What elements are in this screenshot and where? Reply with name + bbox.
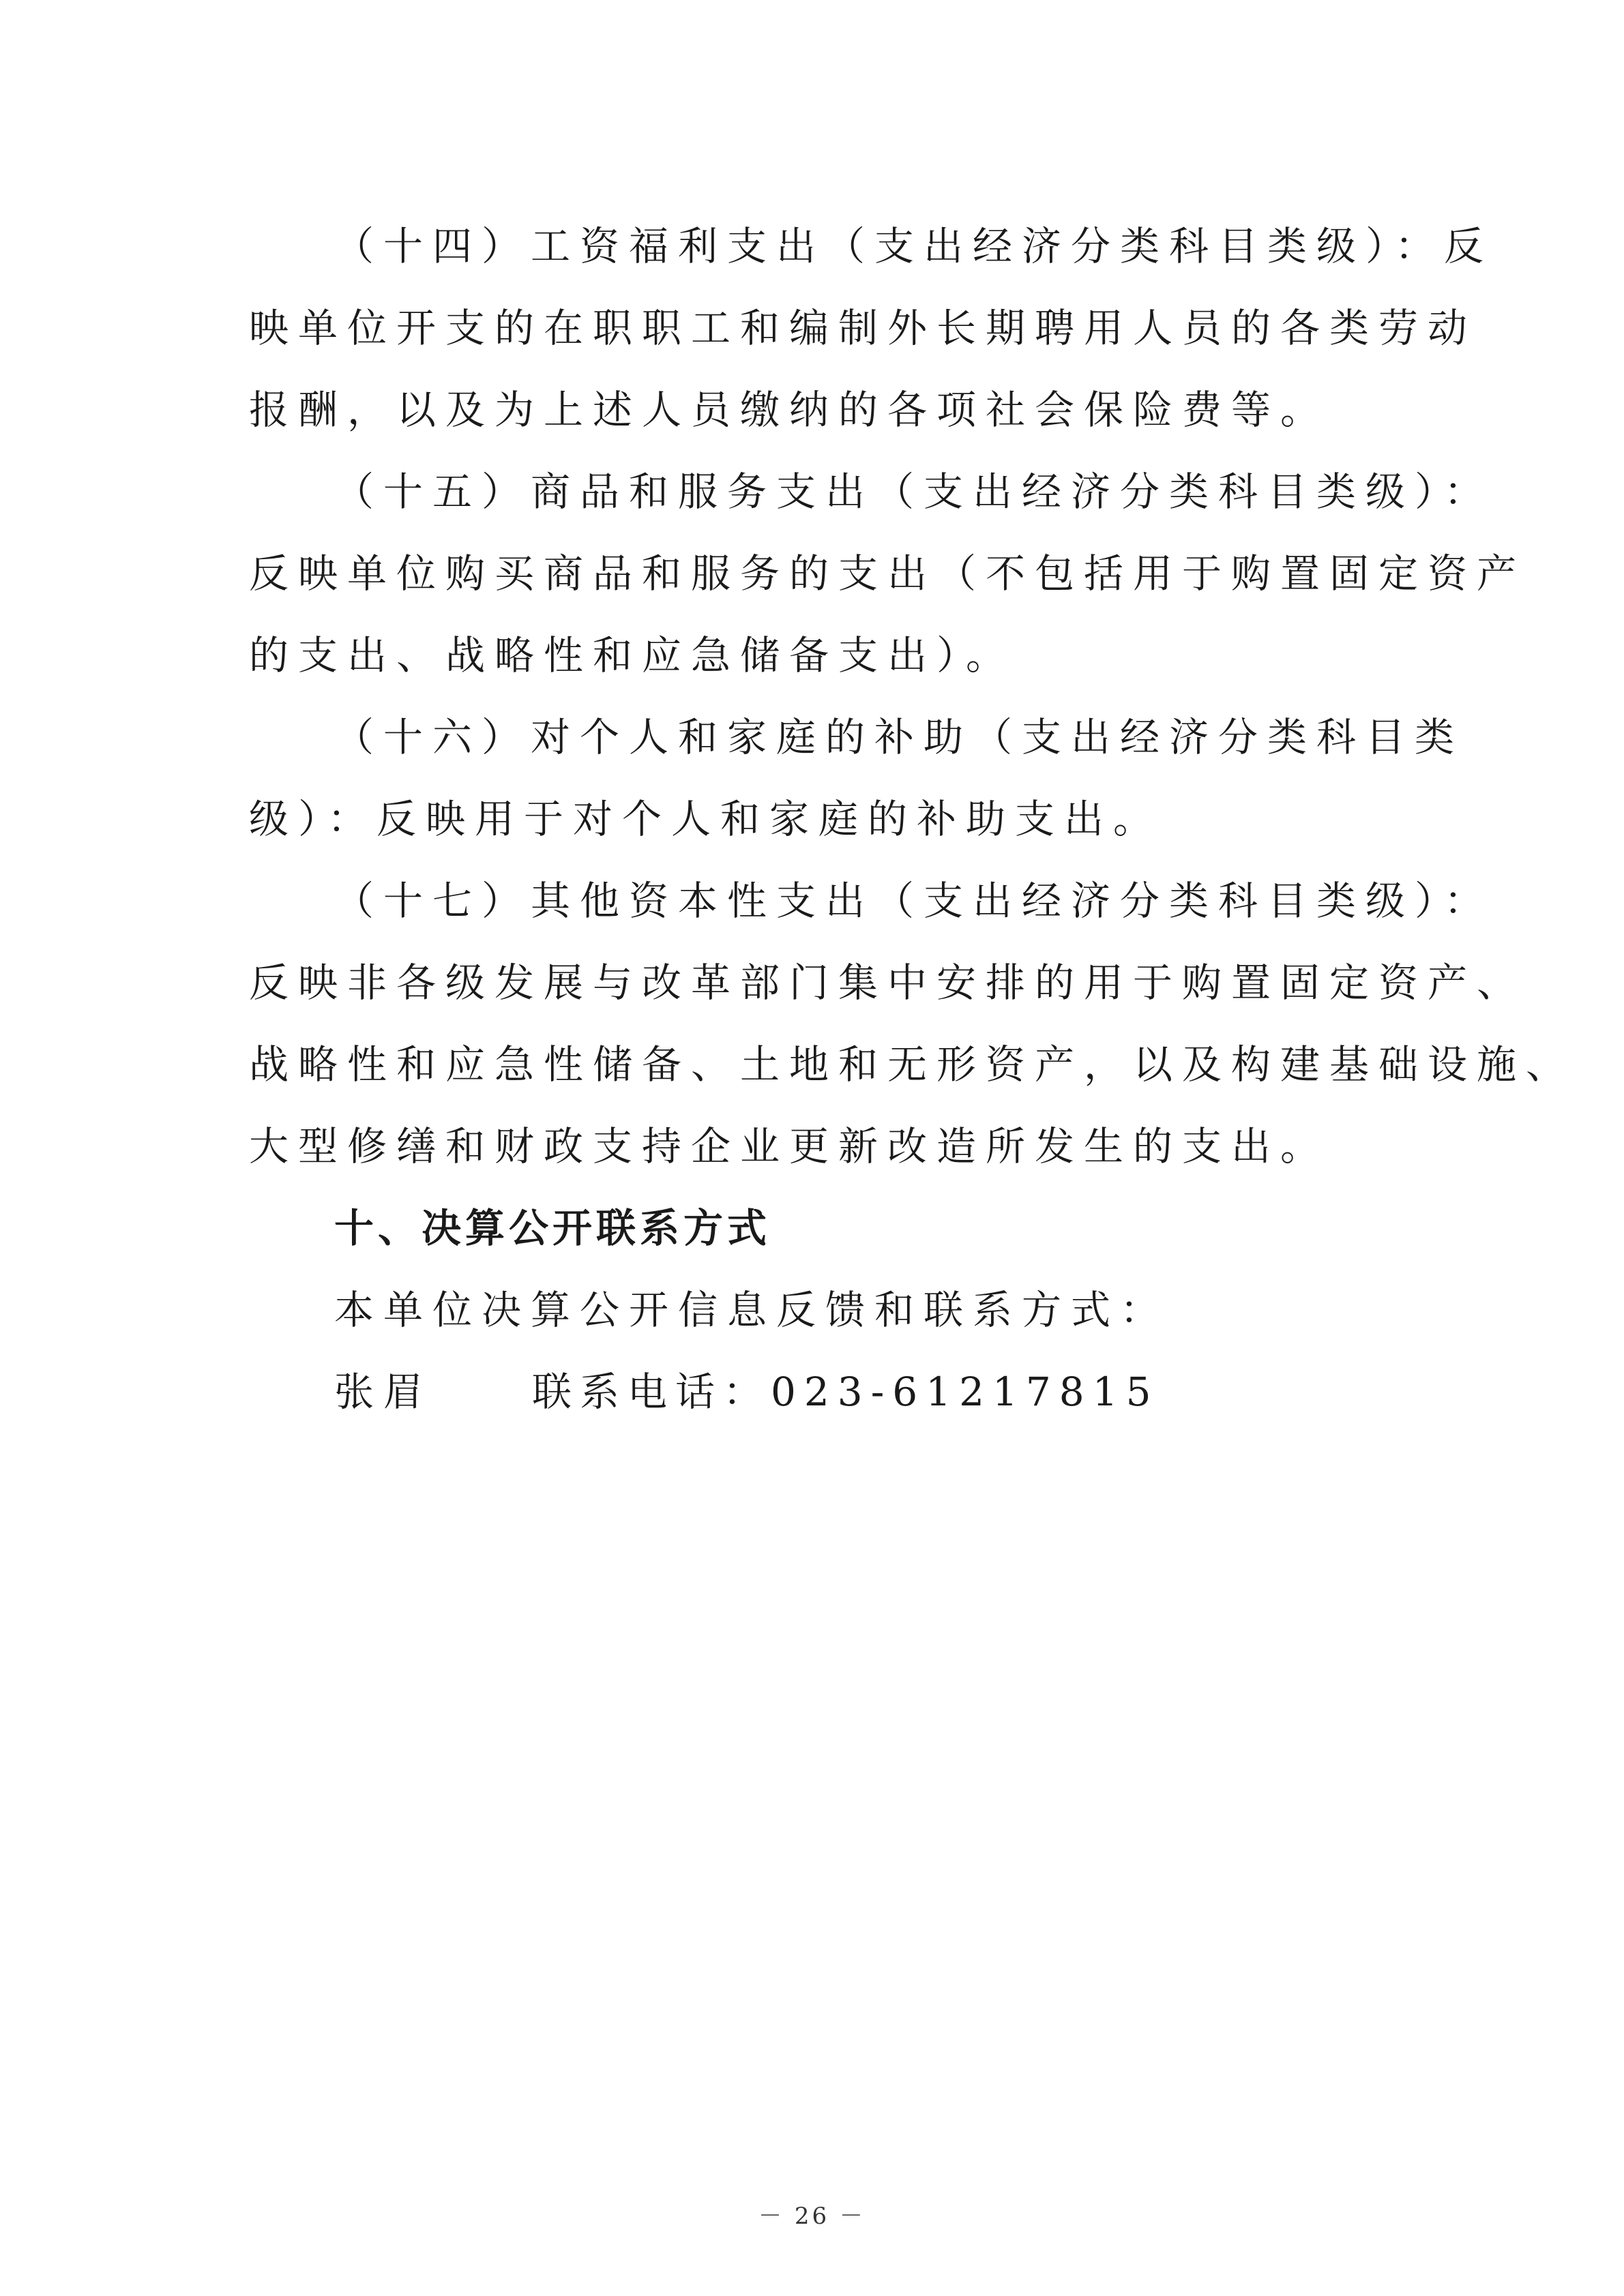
contact-intro: 本单位决算公开信息反馈和联系方式： (334, 1287, 1170, 1333)
paragraph-line: 级）：反映用于对个人和家庭的补助支出。 (249, 796, 1163, 842)
paragraph-line: 映单位开支的在职职工和编制外长期聘用人员的各类劳动 (249, 305, 1477, 351)
paragraph-line: （十七）其他资本性支出（支出经济分类科目类级）： (334, 878, 1494, 924)
contact-phone: 联系电话：023-61217815 (532, 1369, 1160, 1415)
paragraph-line: 反映单位购买商品和服务的支出（不包括用于购置固定资产 (249, 550, 1526, 597)
paragraph-line: （十四）工资福利支出（支出经济分类科目类级）：反 (334, 223, 1494, 269)
paragraph-line: 报酬，以及为上述人员缴纳的各项社会保险费等。 (249, 387, 1330, 433)
paragraph-line: 反映非各级发展与改革部门集中安排的用于购置固定资产、 (249, 959, 1526, 1006)
contact-name: 张眉 (334, 1369, 433, 1415)
paragraph-line: （十五）商品和服务支出（支出经济分类科目类级）： (334, 468, 1494, 515)
paragraph-line: （十六）对个人和家庭的补助（支出经济分类科目类 (334, 714, 1464, 760)
paragraph-line: 大型修缮和财政支持企业更新改造所发生的支出。 (249, 1123, 1330, 1169)
paragraph-line: 的支出、战略性和应急储备支出）。 (249, 632, 1016, 679)
section-heading: 十、决算公开联系方式 (334, 1205, 771, 1251)
page-number: － 26 － (758, 2203, 866, 2230)
paragraph-line: 战略性和应急性储备、土地和无形资产，以及构建基础设施、 (249, 1041, 1576, 1088)
